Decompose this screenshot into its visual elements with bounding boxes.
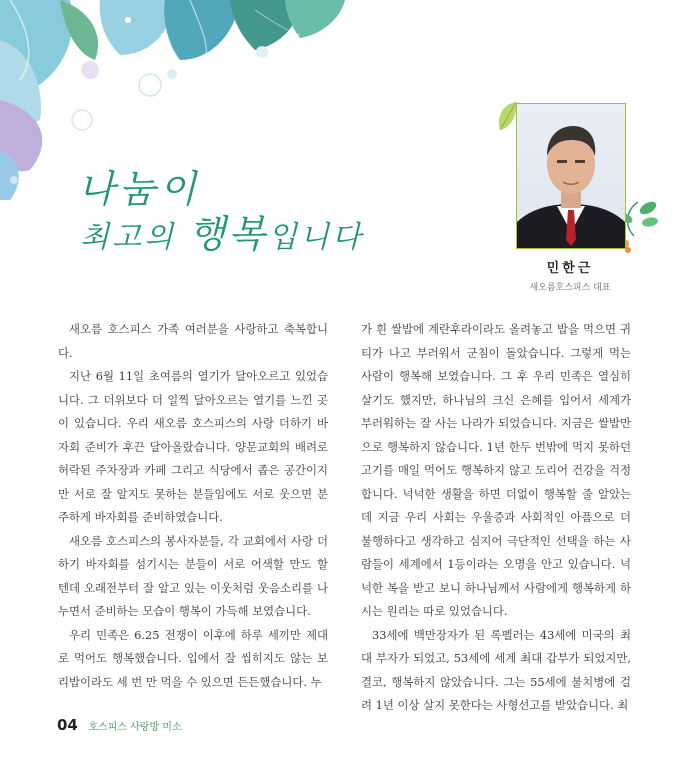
article-title (78, 166, 364, 260)
author-info (500, 257, 640, 293)
title-line-1: 나눔이 (78, 167, 201, 211)
article-column-left (58, 318, 328, 694)
paragraph: 33세에 백만장자가 된 록펠러는 43세에 미국의 최대 부자가 되었고, 53세에 세계 최대 갑부가 되었지만, 결코, 행복하지 않았습니다. 그는 55세에 불치병에 걸려 1년 이상 살지 못한다는 사형선고를 받았습니다. 최 (361, 627, 631, 712)
author-photo (516, 103, 626, 249)
title-line-2 (80, 212, 364, 260)
portrait-illustration (517, 104, 625, 248)
paragraph: 지난 6월 11일 초여름의 열기가 달아오르고 있었습니다. 그 더위보다 더 일찍 달아오르는 열기를 느낀 곳이 있습니다. 우리 새오름 호스피스의 사랑 더하기 바자회 준비가 후끈 달아올랐습니다. 양문교회의 배려로 허락된 주차장과 카페 그리고 식당에서 좁은 공간이지만 서로 잘 알지도 못하는 분들임에도 서로 웃으면 분주하게 바자회를 준비하였습니다. (58, 369, 328, 524)
title-line-2a: 최고의 (80, 220, 189, 255)
author-name: 민한근 (546, 261, 594, 276)
paragraph: 가 흰 쌀밥에 계란후라이라도 올려놓고 밥을 먹으면 귀티가 나고 부러워서 군침이 돌았습니다. 그렇게 먹는 사람이 행복해 보였습니다. 그 후 우리 민족은 열심히 살기도 했지만, 하나님의 크신 은혜를 입어서 세계가 부러워하는 잘 사는 나라가 되었습니다. 지금은 쌀밥만으로 행복하지 않습니다. 1년 한두 번밖에 먹지 못하던 고기를 매일 먹어도 행복하지 않고 도리어 건강을 걱정합니다. 넉넉한 생활을 하면 더없이 행복할 줄 알았는데 지금 우리 사회는 우울증과 사회적인 아픔으로 더 불행하다고 생각하고 심지어 극단적인 선택을 하는 사람들이 세계에서 1등이라는 오명을 안고 있습니다. 넉넉한 복을 받고 보니 하나님께서 사람에게 행복하게 하시는 원리는 따로 있었습니다. (361, 322, 631, 618)
paragraph: 새오름 호스피스의 봉사자분들, 각 교회에서 사랑 더하기 바자회를 섬기시는 분들이 서로 어색할 만도 할 텐데 오래전부터 잘 알고 있는 이웃처럼 웃음소리를 나누면서 준비하는 모습이 행복이 가득해 보였습니다. (58, 533, 328, 618)
page-number: 04 (57, 716, 78, 734)
article-column-right (361, 318, 631, 718)
magazine-name: 호스피스 사랑방 미소 (88, 722, 182, 733)
paragraph: 우리 민족은 6.25 전쟁이 이후에 하루 세끼만 제대로 먹어도 행복했습니다. 입에서 잘 씹히지도 않는 보리밥이라도 세 번 만 먹을 수 있으면 든든했습니다. 누 (58, 627, 328, 689)
paragraph: 새오름 호스피스 가족 여러분을 사랑하고 축복합니다. (58, 322, 328, 360)
title-line-2b: 행복 (188, 212, 268, 256)
page-footer (57, 716, 182, 734)
title-line-2c: 입니다 (267, 220, 364, 255)
author-role: 새오름호스피스 대표 (529, 283, 611, 293)
